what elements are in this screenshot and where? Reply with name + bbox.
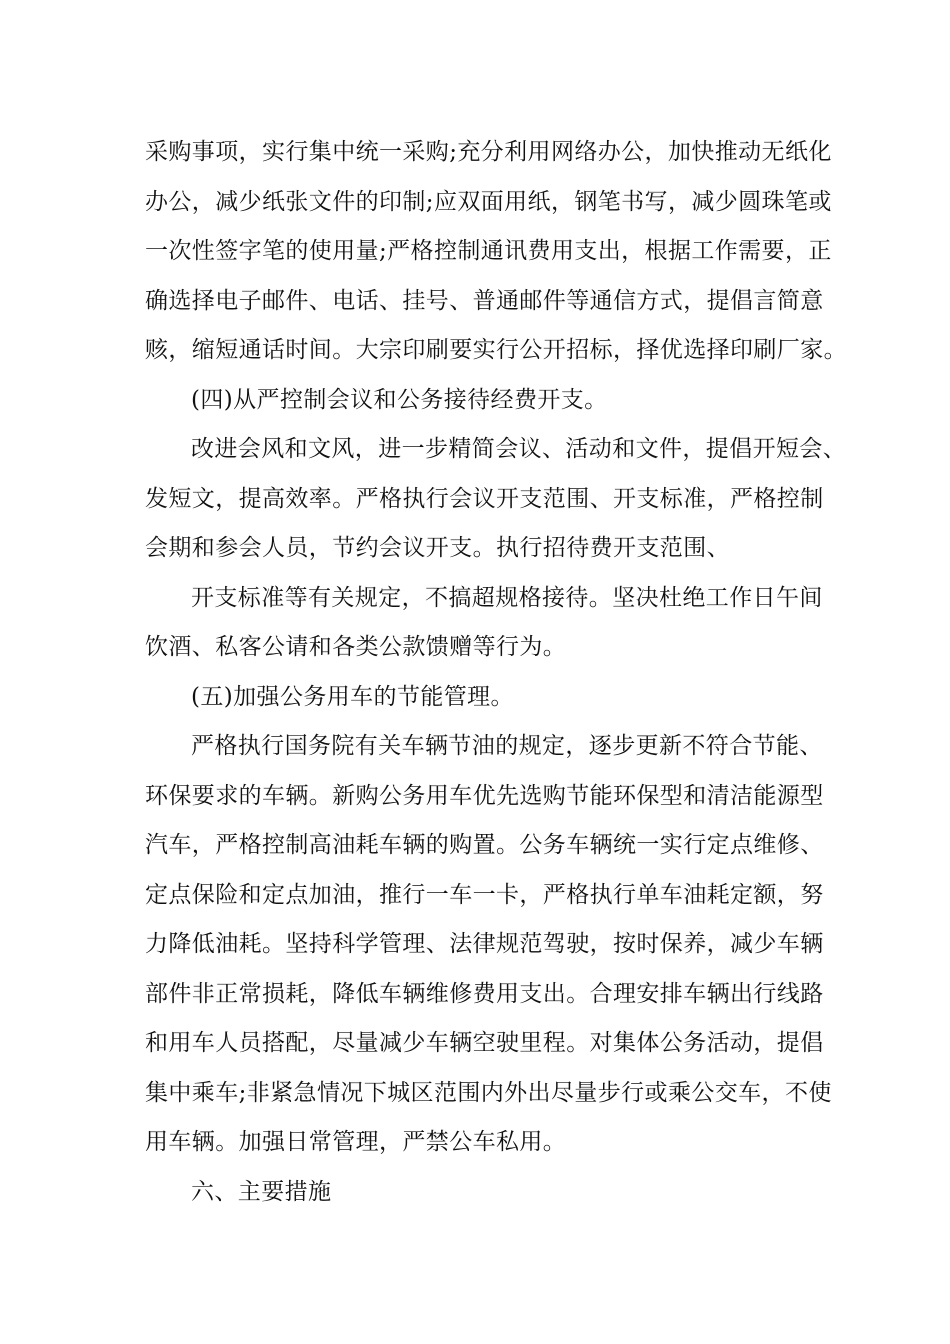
text-line: 确选择电子邮件、电话、挂号、普通邮件等通信方式，提倡言简意 xyxy=(145,287,824,314)
text-line: 一次性签字笔的使用量;严格控制通讯费用支出，根据工作需要，正 xyxy=(145,238,832,264)
section-heading: (五)加强公务用车的节能管理。 xyxy=(191,683,514,710)
text-line: 集中乘车;非紧急情况下城区范围内外出尽量步行或乘公交车，不使 xyxy=(145,1079,832,1106)
text-line: 会期和参会人员，节约会议开支。执行招待费开支范围、 xyxy=(145,535,730,561)
text-line: 开支标准等有关规定，不搞超规格接待。坚决杜绝工作日午间 xyxy=(191,584,823,611)
text-line: 发短文，提高效率。严格执行会议开支范围、开支标准，严格控制 xyxy=(145,485,824,512)
section-heading: (四)从严控制会议和公务接待经费开支。 xyxy=(191,386,608,413)
text-line: 定点保险和定点加油，推行一车一卡，严格执行单车油耗定额，努 xyxy=(145,881,824,908)
text-line: 严格执行国务院有关车辆节油的规定，逐步更新不符合节能、 xyxy=(191,733,823,759)
text-line: 部件非正常损耗，降低车辆维修费用支出。合理安排车辆出行线路 xyxy=(145,980,824,1007)
text-line: 用车辆。加强日常管理，严禁公车私用。 xyxy=(145,1129,567,1155)
text-line: 饮酒、私客公请和各类公款馈赠等行为。 xyxy=(145,634,567,660)
text-line: 改进会风和文风，进一步精简会议、活动和文件，提倡开短会、 xyxy=(191,436,847,462)
text-line: 汽车，严格控制高油耗车辆的购置。公务车辆统一实行定点维修、 xyxy=(145,832,824,858)
text-line: 力降低油耗。坚持科学管理、法律规范驾驶，按时保养，减少车辆 xyxy=(145,931,824,957)
section-heading: 六、主要措施 xyxy=(191,1178,332,1205)
text-line: 赅，缩短通话时间。大宗印刷要实行公开招标，择优选择印刷厂家。 xyxy=(145,337,847,363)
text-line: 环保要求的车辆。新购公务用车优先选购节能环保型和清洁能源型 xyxy=(145,782,824,809)
text-line: 办公，减少纸张文件的印制;应双面用纸，钢笔书写，减少圆珠笔或 xyxy=(145,188,832,215)
document-body xyxy=(145,128,847,1217)
text-line: 采购事项，实行集中统一采购;充分利用网络办公，加快推动无纸化 xyxy=(145,139,832,165)
text-line: 和用车人员搭配，尽量减少车辆空驶里程。对集体公务活动，提倡 xyxy=(145,1030,824,1056)
